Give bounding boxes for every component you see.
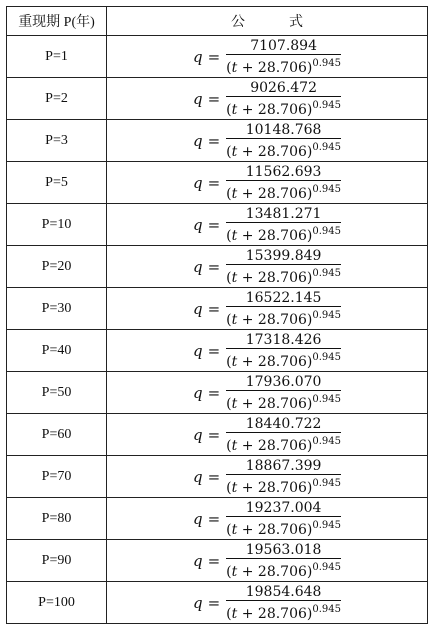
formula-cell [107, 372, 428, 414]
formula-cell [107, 204, 428, 246]
formula-cell [107, 246, 428, 288]
denominator-open-paren: ( [226, 311, 232, 328]
formula-column-header-label: 公式 [231, 15, 347, 30]
denominator-variable: t [231, 311, 238, 328]
denominator-exponent: 0.945 [312, 225, 342, 237]
fraction-numerator: 11562.693 [245, 163, 322, 180]
formula-cell [107, 330, 428, 372]
formula-lhs: q [192, 299, 203, 318]
denominator-constant: + 28.706) [237, 563, 313, 580]
formula-lhs: q [192, 383, 203, 402]
period-column-header: 重现期 P(年) [7, 7, 107, 36]
fraction [226, 248, 341, 286]
formula-expression [193, 584, 341, 622]
table-row [7, 498, 428, 540]
table-body [7, 36, 428, 624]
equals-sign: = [207, 47, 221, 66]
fraction-numerator: 17936.070 [245, 373, 322, 390]
return-period-cell: P=10 [7, 204, 107, 246]
fraction-numerator: 7107.894 [250, 37, 317, 54]
fraction-denominator [226, 138, 341, 160]
fraction-numerator: 9026.472 [250, 79, 317, 96]
formula-lhs: q [192, 89, 203, 108]
denominator-variable: t [231, 269, 238, 286]
formula-expression [193, 458, 341, 496]
formula-expression [193, 542, 341, 580]
equals-sign: = [207, 257, 221, 276]
formula-cell [107, 36, 428, 78]
fraction-denominator [226, 390, 341, 412]
table-row [7, 582, 428, 624]
fraction-denominator [226, 516, 341, 538]
formula-lhs: q [192, 131, 203, 150]
denominator-open-paren: ( [226, 395, 232, 412]
fraction-denominator [226, 306, 341, 328]
fraction-numerator: 19563.018 [245, 541, 322, 558]
formula-lhs: q [192, 173, 203, 192]
fraction-denominator [226, 54, 341, 76]
equals-sign: = [207, 341, 221, 360]
denominator-constant: + 28.706) [237, 311, 313, 328]
denominator-variable: t [231, 185, 238, 202]
denominator-variable: t [231, 437, 238, 454]
denominator-constant: + 28.706) [237, 521, 313, 538]
fraction [226, 500, 341, 538]
fraction [226, 80, 341, 118]
denominator-open-paren: ( [226, 605, 232, 622]
formula-cell [107, 498, 428, 540]
equals-sign: = [207, 425, 221, 444]
denominator-constant: + 28.706) [237, 479, 313, 496]
denominator-variable: t [231, 605, 238, 622]
fraction [226, 38, 341, 76]
return-period-cell: P=40 [7, 330, 107, 372]
denominator-exponent: 0.945 [312, 309, 342, 321]
formula-lhs: q [192, 509, 203, 528]
fraction-numerator: 18440.722 [245, 415, 322, 432]
denominator-variable: t [231, 395, 238, 412]
fraction [226, 332, 341, 370]
denominator-variable: t [231, 521, 238, 538]
fraction [226, 290, 341, 328]
fraction-numerator: 17318.426 [245, 331, 322, 348]
denominator-open-paren: ( [226, 185, 232, 202]
formula-expression [193, 500, 341, 538]
header-row [7, 7, 428, 36]
table-row [7, 78, 428, 120]
denominator-constant: + 28.706) [237, 605, 313, 622]
return-period-cell: P=90 [7, 540, 107, 582]
fraction [226, 164, 341, 202]
formula-cell [107, 120, 428, 162]
denominator-constant: + 28.706) [237, 143, 313, 160]
denominator-open-paren: ( [226, 101, 232, 118]
formula-expression [193, 332, 341, 370]
fraction-denominator [226, 264, 341, 286]
formula-lhs: q [192, 215, 203, 234]
return-period-cell: P=3 [7, 120, 107, 162]
fraction-numerator: 13481.271 [245, 205, 322, 222]
fraction [226, 122, 341, 160]
formula-expression [193, 416, 341, 454]
fraction [226, 458, 341, 496]
table-row [7, 414, 428, 456]
equals-sign: = [207, 383, 221, 402]
fraction-numerator: 16522.145 [245, 289, 322, 306]
return-period-cell: P=30 [7, 288, 107, 330]
denominator-exponent: 0.945 [312, 519, 342, 531]
formula-lhs: q [192, 593, 203, 612]
denominator-variable: t [231, 101, 238, 118]
table-row [7, 288, 428, 330]
fraction-numerator: 19237.004 [245, 499, 322, 516]
formula-lhs: q [192, 467, 203, 486]
formula-cell [107, 456, 428, 498]
formula-expression [193, 38, 341, 76]
formula-cell [107, 78, 428, 120]
return-period-cell: P=20 [7, 246, 107, 288]
return-period-cell: P=70 [7, 456, 107, 498]
fraction-denominator [226, 600, 341, 622]
denominator-open-paren: ( [226, 269, 232, 286]
return-period-cell: P=50 [7, 372, 107, 414]
rainfall-intensity-formula-table [6, 6, 428, 624]
table-row [7, 246, 428, 288]
table-row [7, 162, 428, 204]
return-period-cell: P=100 [7, 582, 107, 624]
denominator-constant: + 28.706) [237, 59, 313, 76]
denominator-exponent: 0.945 [312, 435, 342, 447]
equals-sign: = [207, 593, 221, 612]
denominator-exponent: 0.945 [312, 351, 342, 363]
equals-sign: = [207, 509, 221, 528]
denominator-open-paren: ( [226, 521, 232, 538]
denominator-variable: t [231, 59, 238, 76]
equals-sign: = [207, 551, 221, 570]
denominator-exponent: 0.945 [312, 57, 342, 69]
denominator-constant: + 28.706) [237, 437, 313, 454]
formula-lhs: q [192, 425, 203, 444]
equals-sign: = [207, 215, 221, 234]
denominator-exponent: 0.945 [312, 141, 342, 153]
formula-expression [193, 374, 341, 412]
table-row [7, 120, 428, 162]
fraction-denominator [226, 348, 341, 370]
formula-expression [193, 206, 341, 244]
return-period-cell: P=60 [7, 414, 107, 456]
denominator-exponent: 0.945 [312, 603, 342, 615]
denominator-open-paren: ( [226, 353, 232, 370]
table-row [7, 540, 428, 582]
return-period-cell: P=1 [7, 36, 107, 78]
fraction [226, 584, 341, 622]
formula-expression [193, 122, 341, 160]
formula-lhs: q [192, 341, 203, 360]
formula-lhs: q [192, 257, 203, 276]
denominator-open-paren: ( [226, 59, 232, 76]
equals-sign: = [207, 467, 221, 486]
fraction-denominator [226, 180, 341, 202]
fraction-denominator [226, 474, 341, 496]
formula-cell [107, 540, 428, 582]
denominator-open-paren: ( [226, 143, 232, 160]
table-row [7, 36, 428, 78]
fraction-denominator [226, 96, 341, 118]
denominator-open-paren: ( [226, 437, 232, 454]
denominator-variable: t [231, 563, 238, 580]
formula-cell [107, 582, 428, 624]
formula-cell [107, 162, 428, 204]
fraction [226, 374, 341, 412]
denominator-open-paren: ( [226, 479, 232, 496]
return-period-cell: P=2 [7, 78, 107, 120]
denominator-open-paren: ( [226, 563, 232, 580]
table-row [7, 330, 428, 372]
fraction-numerator: 18867.399 [245, 457, 322, 474]
fraction [226, 542, 341, 580]
formula-lhs: q [192, 47, 203, 66]
denominator-exponent: 0.945 [312, 393, 342, 405]
denominator-open-paren: ( [226, 227, 232, 244]
formula-expression [193, 164, 341, 202]
formula-cell [107, 414, 428, 456]
fraction-numerator: 15399.849 [245, 247, 322, 264]
denominator-exponent: 0.945 [312, 477, 342, 489]
equals-sign: = [207, 131, 221, 150]
denominator-constant: + 28.706) [237, 101, 313, 118]
equals-sign: = [207, 89, 221, 108]
denominator-exponent: 0.945 [312, 99, 342, 111]
formula-expression [193, 80, 341, 118]
table-row [7, 372, 428, 414]
denominator-variable: t [231, 143, 238, 160]
equals-sign: = [207, 299, 221, 318]
fraction [226, 206, 341, 244]
table-row [7, 456, 428, 498]
denominator-constant: + 28.706) [237, 269, 313, 286]
return-period-cell: P=80 [7, 498, 107, 540]
denominator-variable: t [231, 227, 238, 244]
table-row [7, 204, 428, 246]
denominator-constant: + 28.706) [237, 185, 313, 202]
denominator-exponent: 0.945 [312, 183, 342, 195]
denominator-constant: + 28.706) [237, 227, 313, 244]
fraction-denominator [226, 558, 341, 580]
denominator-variable: t [231, 479, 238, 496]
denominator-exponent: 0.945 [312, 267, 342, 279]
formula-cell [107, 288, 428, 330]
formula-expression [193, 290, 341, 328]
equals-sign: = [207, 173, 221, 192]
return-period-cell: P=5 [7, 162, 107, 204]
fraction [226, 416, 341, 454]
fraction-denominator [226, 222, 341, 244]
formula-lhs: q [192, 551, 203, 570]
denominator-exponent: 0.945 [312, 561, 342, 573]
denominator-constant: + 28.706) [237, 353, 313, 370]
denominator-variable: t [231, 353, 238, 370]
fraction-denominator [226, 432, 341, 454]
formula-expression [193, 248, 341, 286]
formula-column-header [107, 7, 428, 36]
fraction-numerator: 10148.768 [245, 121, 322, 138]
denominator-constant: + 28.706) [237, 395, 313, 412]
fraction-numerator: 19854.648 [245, 583, 322, 600]
